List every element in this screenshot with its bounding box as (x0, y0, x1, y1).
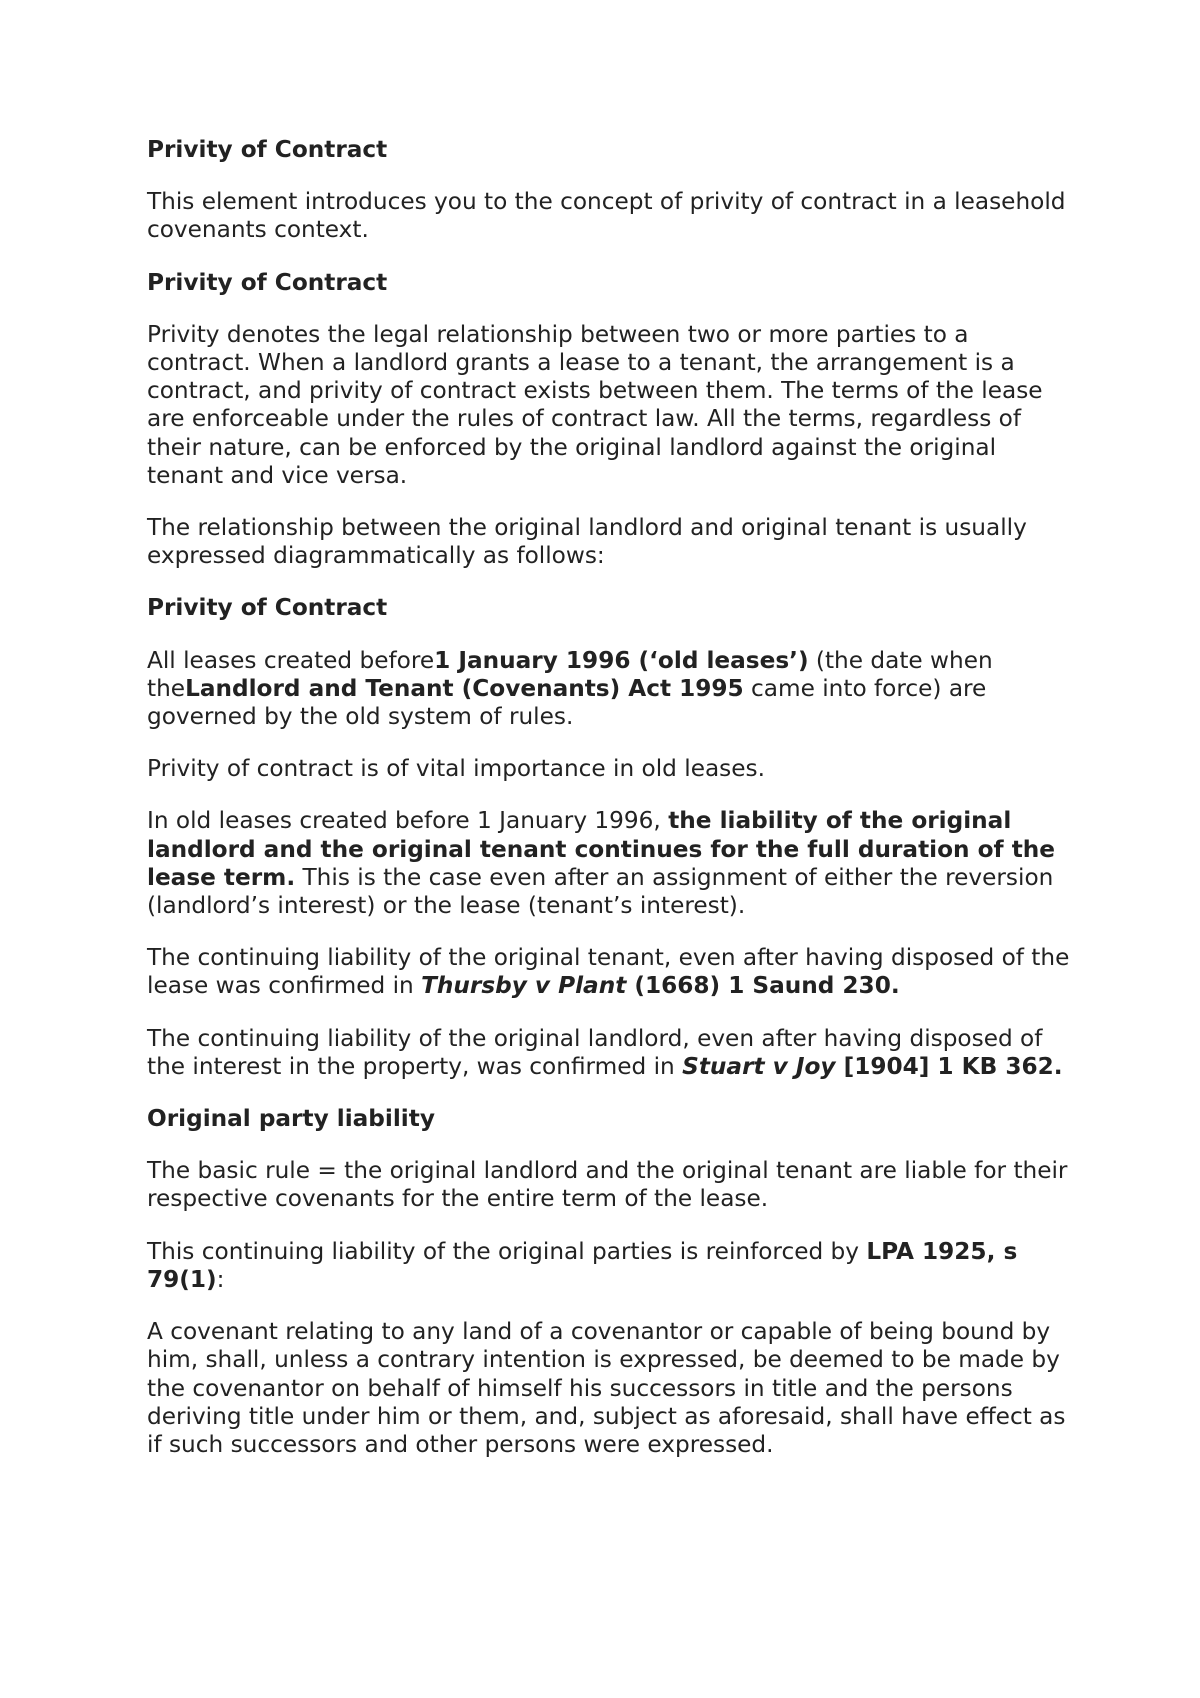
text-span: (the date when the (147, 646, 993, 702)
intro-paragraph: This element introduces you to the concept of privity of contract in a leasehold covenants context. (147, 188, 1066, 244)
text-span: All leases created before (147, 646, 435, 674)
relationship-paragraph: The relationship between the original landlord and original tenant is usually expressed diagrammatically as follows: (147, 514, 1027, 570)
liability-bold: the liability of the original landlord and the original tenant continues for the full duration of the lease term. (147, 807, 1056, 891)
case-name: Stuart v Joy (682, 1052, 836, 1080)
text-span: This continuing liability of the original parties is reinforced by (147, 1237, 867, 1265)
case-citation: (1668) 1 Saund 230. (626, 972, 900, 1000)
section-heading: Original party liability (147, 1105, 435, 1133)
landlord-case-paragraph (147, 1025, 1077, 1081)
section-heading: Privity of Contract (147, 594, 388, 622)
section-heading: Privity of Contract (147, 268, 388, 296)
text-span: : (216, 1265, 225, 1293)
lpa-paragraph (147, 1238, 1077, 1294)
case-name: Thursby v Plant (421, 972, 627, 1000)
section-heading: Privity of Contract (147, 136, 388, 163)
text-span: This is the case even after an assignment of either the reversion (landlord’s interest) or the lease (tenant’s interest). (147, 863, 1054, 920)
liability-paragraph (147, 807, 1077, 920)
text-span: came into force) are governed by the old system of rules. (147, 674, 987, 731)
text-span: The continuing liability of the original tenant, even after having disposed of the lease was confirmed in (147, 944, 1070, 1000)
document-page (147, 136, 1077, 1483)
basic-rule-paragraph: The basic rule = the original landlord and the original tenant are liable for their respective covenants for the entire term of the lease. (147, 1157, 1068, 1213)
tenant-case-paragraph (147, 944, 1077, 1000)
text-span: In old leases created before 1 January 1996, (147, 807, 669, 835)
date-bold: 1 January 1996 (‘old leases’) (434, 646, 809, 674)
old-leases-paragraph (147, 647, 1077, 732)
text-span: The continuing liability of the original landlord, even after having disposed of the interest in the property, was confirmed in (147, 1024, 1043, 1080)
case-citation: [1904] 1 KB 362. (835, 1052, 1063, 1080)
statute-bold: LPA 1925, s 79(1) (147, 1237, 1018, 1293)
privity-definition-paragraph: Privity denotes the legal relationship between two or more parties to a contract. When a landlord grants a lease to a tenant, the arrangement is a contract, and privity of contract exists between them. The terms of the lease are enforceable under the rules of contract law. All the terms, regardless of their nature, can be enforced by the original landlord against the original tenant and vice versa. (147, 320, 1043, 489)
lpa-quote-paragraph: A covenant relating to any land of a covenantor or capable of being bound by him, shall, unless a contrary intention is expressed, be deemed to be made by the covenantor on behalf of himself his successors in title and the persons deriving title under him or them, and, subject as aforesaid, shall have effect as if such successors and other persons were expressed. (147, 1318, 1066, 1458)
vital-importance-paragraph: Privity of contract is of vital importance in old leases. (147, 755, 765, 783)
act-bold: Landlord and Tenant (Covenants) Act 1995 (185, 674, 744, 702)
